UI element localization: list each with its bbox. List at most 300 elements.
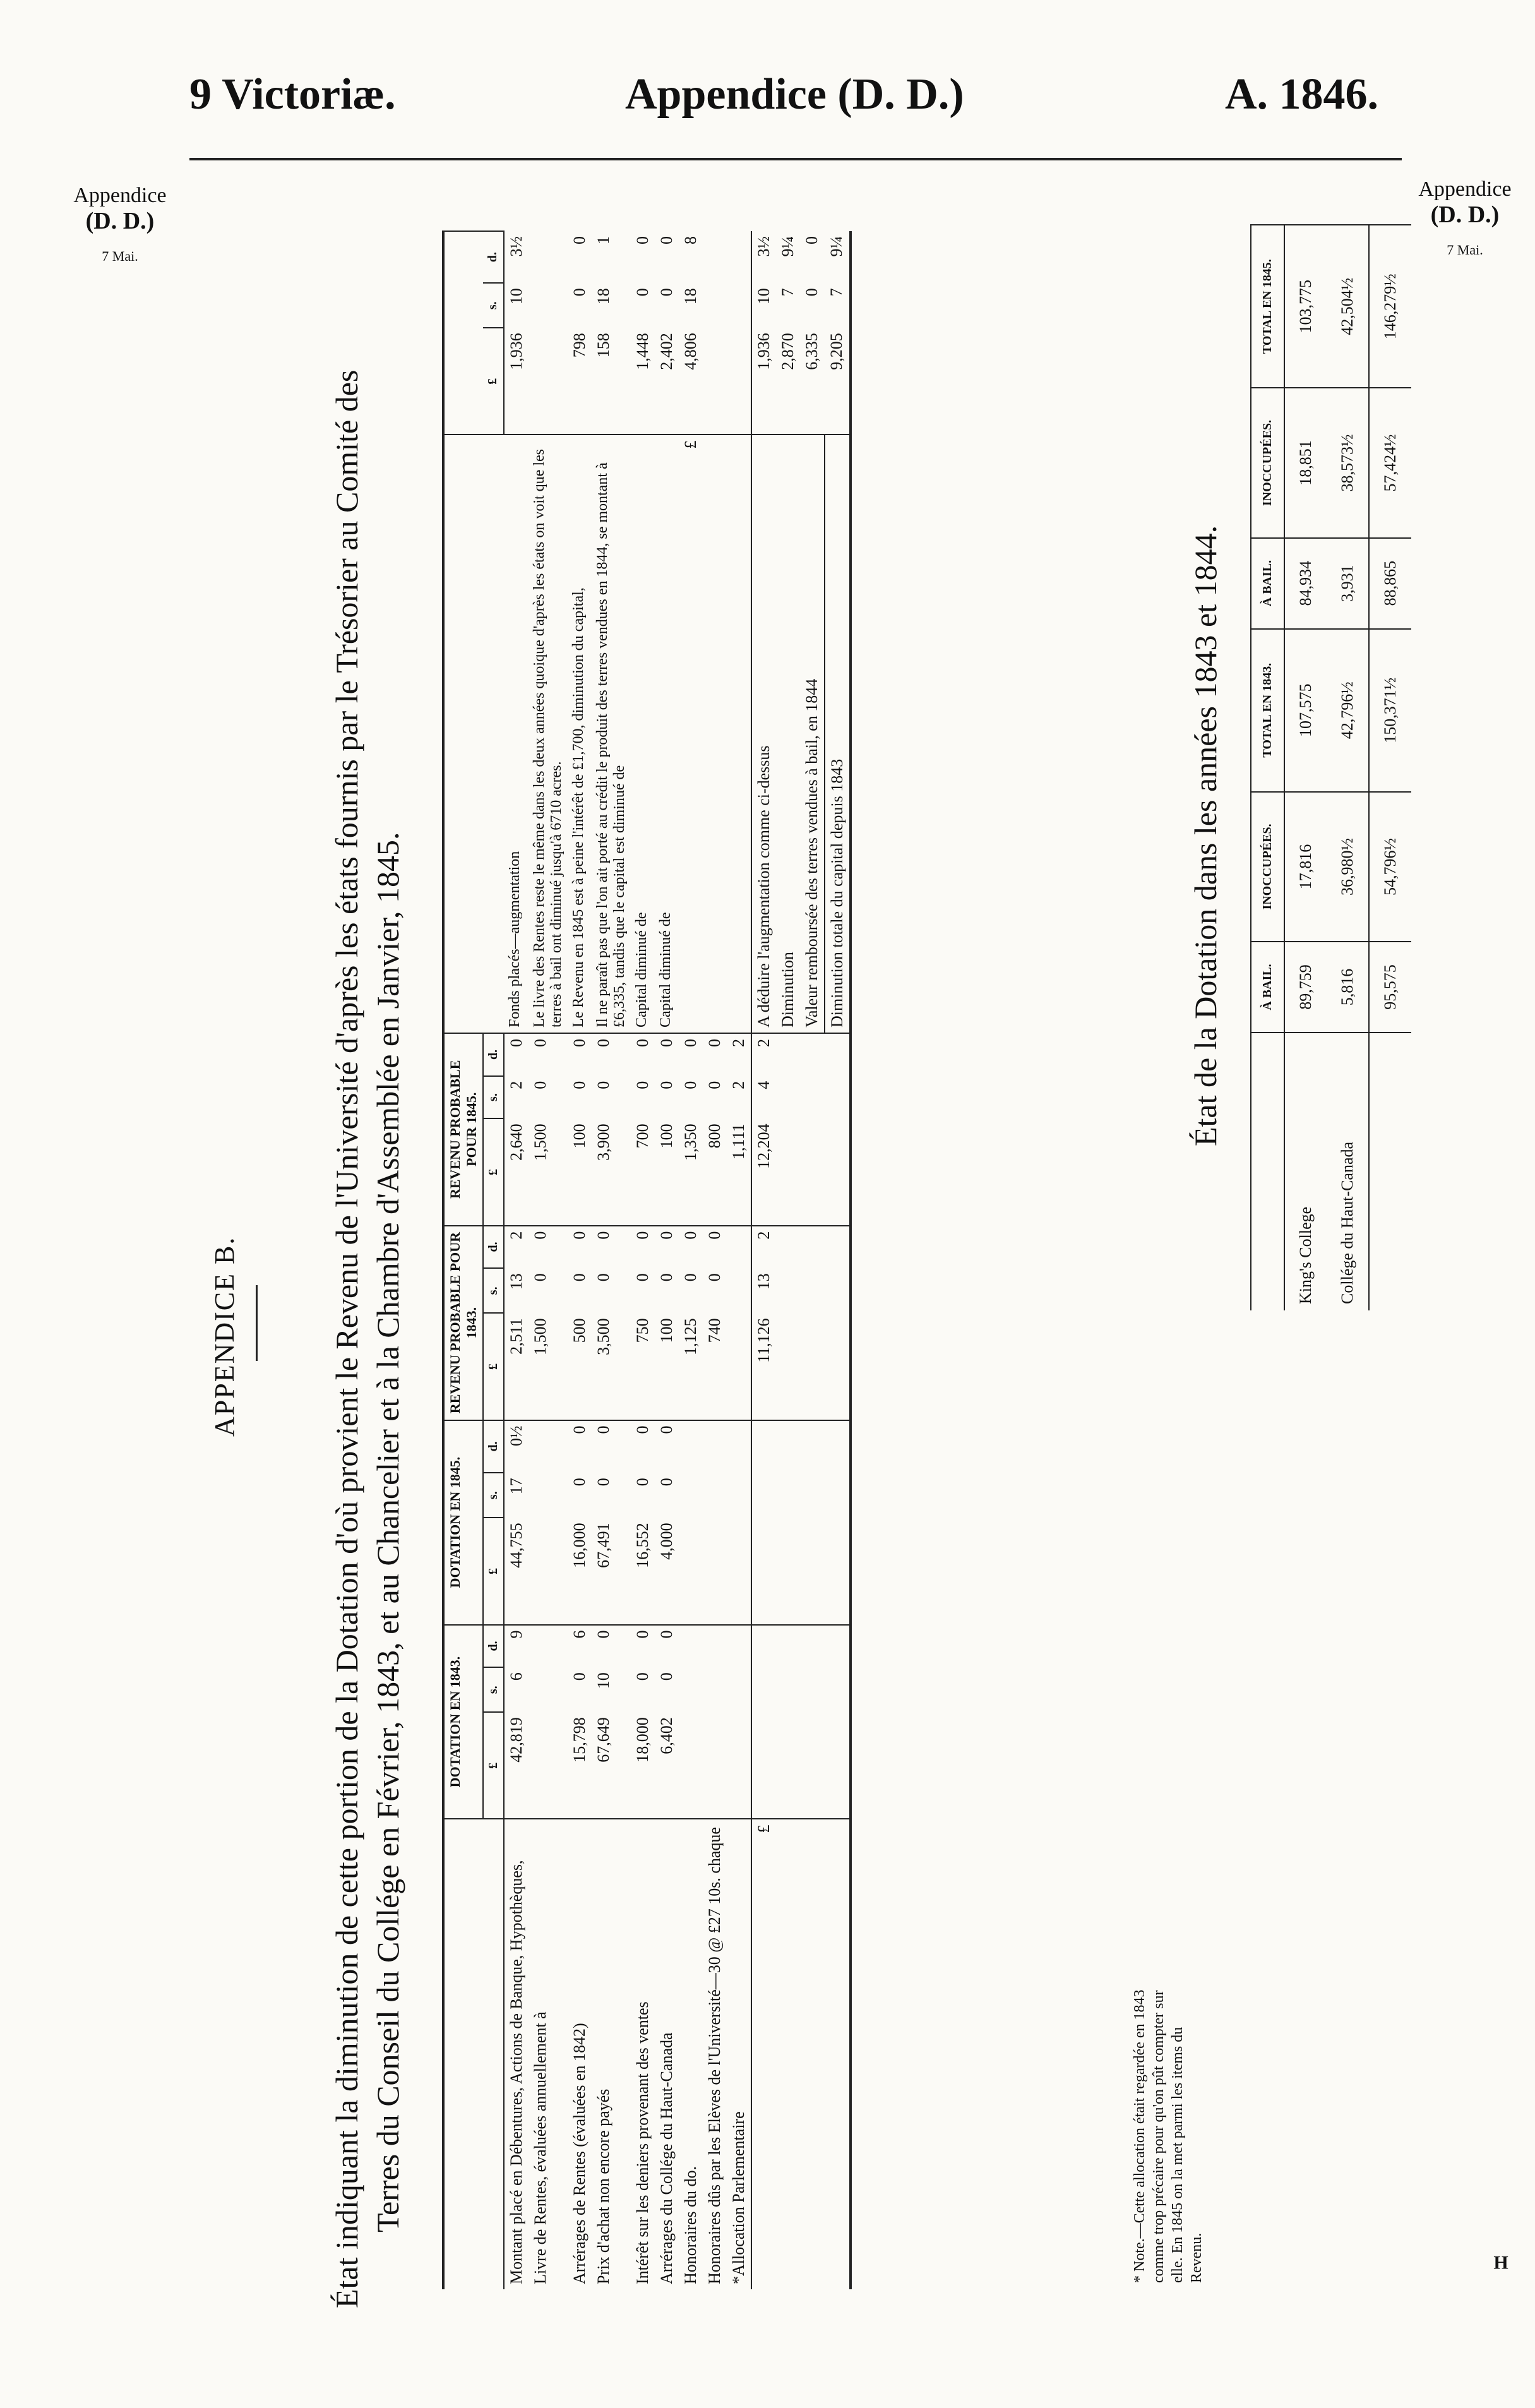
amount-cell bbox=[529, 1518, 568, 1624]
amount-cell: 7 bbox=[827, 288, 845, 297]
amount-cell bbox=[727, 1420, 751, 1473]
dotation-total-cell: 146,279½ bbox=[1369, 225, 1411, 388]
amount-cell bbox=[727, 1226, 751, 1269]
header-session: 9 Victoriæ. bbox=[189, 70, 396, 119]
header-year: A. 1846. bbox=[1225, 70, 1379, 119]
amount-cell bbox=[727, 283, 751, 328]
unit-pound: £ bbox=[483, 1712, 504, 1819]
amount-cell bbox=[776, 1076, 800, 1119]
table-row bbox=[727, 231, 751, 2289]
amount-cell: 10 bbox=[594, 1672, 612, 1689]
amount-cell bbox=[800, 1667, 825, 1712]
amount-cell: 0 bbox=[570, 1672, 588, 1681]
amount-cell: 0 bbox=[594, 1630, 612, 1639]
amount-cell: 18 bbox=[681, 288, 700, 305]
amount-cell: 2 bbox=[751, 1033, 776, 1076]
amount-cell: 0 bbox=[657, 1425, 676, 1434]
unit-pound: £ bbox=[483, 328, 504, 434]
amount-cell bbox=[529, 1667, 568, 1712]
unit-pence: d. bbox=[483, 1033, 504, 1076]
amount-cell: 1,350 bbox=[679, 1118, 703, 1225]
dotation-cell: 36,980½ bbox=[1327, 792, 1369, 942]
footnote-allocation: * Note.—Cette allocation était regardée en 1843 comme trop précaire pour qu'on pût compter sur elle. En 1845 on la met parmi les items du Revenu. bbox=[1132, 1989, 1205, 2283]
tail-empty bbox=[825, 1819, 851, 2289]
amount-cell bbox=[679, 1667, 703, 1712]
amount-cell: 0 bbox=[570, 1081, 588, 1089]
dotation-row bbox=[1284, 225, 1327, 1310]
amount-cell: 700 bbox=[631, 1118, 655, 1225]
amount-cell: 0 bbox=[570, 1039, 588, 1048]
amount-cell: 0½ bbox=[507, 1425, 525, 1447]
header-title: Appendice (D. D.) bbox=[625, 70, 964, 119]
dotation-table bbox=[1250, 224, 1411, 1310]
amount-cell bbox=[776, 1313, 800, 1420]
amount-cell: 0 bbox=[657, 1273, 676, 1282]
amount-cell: 0 bbox=[633, 288, 652, 297]
amount-cell: 0 bbox=[705, 1231, 724, 1240]
tail-row-remboursee bbox=[800, 231, 825, 2289]
revenue-table-body bbox=[504, 231, 851, 2289]
amount-cell bbox=[529, 1712, 568, 1819]
amount-cell: 6,335 bbox=[800, 328, 825, 434]
amount-cell: 0 bbox=[657, 1081, 676, 1089]
amount-cell: 1,111 bbox=[727, 1118, 751, 1225]
amount-cell bbox=[825, 1033, 851, 1076]
amount-cell: 0 bbox=[657, 1630, 676, 1639]
amount-cell: 0 bbox=[681, 1039, 700, 1048]
amount-cell bbox=[727, 1268, 751, 1313]
table1-title-line1: État indiquant la diminution de cette portion de la Dotation d'où provient le Revenu de l'Université d'après les états fournis par le Trésorier au Comité des bbox=[329, 369, 364, 2308]
unit-pence: d. bbox=[483, 1420, 504, 1473]
row-label: Livre de Rentes, évaluées annuellement à bbox=[531, 2011, 549, 2284]
amount-cell: 0 bbox=[570, 236, 588, 244]
amount-cell bbox=[776, 1625, 800, 1668]
amount-cell: 8 bbox=[681, 236, 700, 244]
amount-cell: 0 bbox=[570, 1425, 588, 1434]
dotation-col-header: INOCCUPÉES. bbox=[1251, 388, 1284, 537]
amount-cell bbox=[703, 1473, 727, 1518]
amount-cell bbox=[825, 1226, 851, 1269]
unit-pound: £ bbox=[483, 1313, 504, 1420]
amount-cell bbox=[800, 1420, 825, 1473]
table-row bbox=[592, 231, 631, 2289]
amount-cell bbox=[825, 1473, 851, 1518]
amount-cell: 0 bbox=[803, 288, 821, 297]
dotation-row bbox=[1327, 225, 1369, 1310]
amount-cell: 100 bbox=[655, 1313, 679, 1420]
explanation-text: Capital diminué de bbox=[655, 434, 679, 1033]
amount-cell: 18 bbox=[594, 288, 612, 305]
amount-cell bbox=[751, 1420, 776, 1473]
amount-cell bbox=[776, 1033, 800, 1076]
amount-cell: 0 bbox=[657, 1478, 676, 1487]
amount-cell: 0 bbox=[633, 1672, 652, 1681]
amount-cell bbox=[800, 1033, 825, 1076]
totals-currency: £ bbox=[751, 1819, 776, 2289]
amount-cell: 67,649 bbox=[592, 1712, 631, 1819]
dotation-cell: 42,504½ bbox=[1327, 225, 1369, 388]
amount-cell: 1,500 bbox=[529, 1313, 568, 1420]
dotation-col-header: À BAIL. bbox=[1251, 538, 1284, 629]
amount-cell: 7 bbox=[779, 288, 797, 297]
amount-cell: 0 bbox=[633, 1425, 652, 1434]
table1-title-line2: Terres du Conseil du Collége en Février, 1843, et au Chancelier et à la Chambre d'Assemblée en Janvier, 1845. bbox=[370, 832, 405, 2232]
amount-cell bbox=[776, 1118, 800, 1225]
amount-cell bbox=[800, 1226, 825, 1269]
unit-pound: £ bbox=[483, 1518, 504, 1624]
dotation-cell: 103,775 bbox=[1284, 225, 1327, 388]
amount-cell: 0 bbox=[570, 1478, 588, 1487]
amount-cell bbox=[679, 1473, 703, 1518]
margin-label-left-line1: Appendice bbox=[73, 184, 167, 207]
unit-shilling: s. bbox=[483, 1076, 504, 1119]
amount-cell bbox=[825, 1118, 851, 1225]
amount-cell: 0 bbox=[507, 1039, 525, 1048]
tail-text: Diminution totale du capital depuis 1843 bbox=[825, 434, 851, 1033]
amount-cell bbox=[825, 1076, 851, 1119]
amount-cell: 0 bbox=[633, 1630, 652, 1639]
row-label: Intérêt sur les deniers provenant des ventes bbox=[633, 2001, 652, 2284]
amount-cell bbox=[776, 1420, 800, 1473]
amount-cell: 13 bbox=[507, 1273, 525, 1290]
margin-label-left-line2: (D. D.) bbox=[85, 208, 155, 234]
amount-cell: 0 bbox=[657, 1231, 676, 1240]
subtotal-currency: £ bbox=[679, 434, 703, 1033]
row-label: Arrérages de Rentes (évaluées en 1842) bbox=[570, 2023, 588, 2284]
amount-cell: 0 bbox=[633, 1039, 652, 1048]
amount-cell: 100 bbox=[568, 1118, 592, 1225]
dotation-totals-row bbox=[1369, 225, 1411, 1310]
dotation-cell: 17,816 bbox=[1284, 792, 1327, 942]
explanation-text: Il ne paraît pas que l'on ait porté au crédit le produit des terres vendues en 1844, se montant à £6,335, tandis que le capital est diminué de bbox=[592, 434, 631, 1033]
amount-cell bbox=[776, 1473, 800, 1518]
amount-cell: 158 bbox=[592, 328, 631, 434]
amount-cell: 2,402 bbox=[655, 328, 679, 434]
dotation-cell: 107,575 bbox=[1284, 629, 1327, 792]
dotation-table-header bbox=[1251, 225, 1284, 1310]
amount-cell: 6,402 bbox=[655, 1712, 679, 1819]
tail-text: Diminution bbox=[776, 434, 800, 1033]
amount-cell bbox=[727, 1473, 751, 1518]
amount-cell bbox=[751, 1625, 776, 1668]
amount-cell: 15,798 bbox=[568, 1712, 592, 1819]
amount-cell bbox=[751, 1518, 776, 1624]
amount-cell: 0 bbox=[531, 1081, 549, 1089]
amount-cell: 3½ bbox=[751, 231, 776, 283]
amount-cell: 750 bbox=[631, 1313, 655, 1420]
row-label: Honoraires dûs par les Elèves de l'Université—30 @ £27 10s. chaque bbox=[705, 1827, 724, 2284]
amount-cell bbox=[727, 1518, 751, 1624]
amount-cell: 67,491 bbox=[592, 1518, 631, 1624]
tail-empty bbox=[800, 1819, 825, 2289]
amount-cell bbox=[679, 1420, 703, 1473]
dotation-col-header: TOTAL EN 1845. bbox=[1251, 225, 1284, 388]
dotation-label-head bbox=[1251, 1033, 1284, 1310]
table-row bbox=[655, 231, 679, 2289]
col-dotation-1845: DOTATION EN 1845. bbox=[443, 1420, 483, 1625]
amount-cell: 500 bbox=[568, 1313, 592, 1420]
amount-cell bbox=[727, 1625, 751, 1668]
dotation-row-label: Collége du Haut-Canada bbox=[1327, 1033, 1369, 1310]
dotation-total-cell: 95,575 bbox=[1369, 942, 1411, 1033]
explanation-text: Le livre des Rentes reste le même dans les deux années quoique d'après les états on voit que les terres à bail ont diminué jusqu'à 6710 acres. bbox=[529, 434, 568, 1033]
amount-cell bbox=[529, 1420, 568, 1473]
amount-cell: 4,000 bbox=[655, 1518, 679, 1624]
amount-cell bbox=[800, 1268, 825, 1313]
amount-cell: 42,819 bbox=[504, 1712, 529, 1819]
unit-shilling: s. bbox=[483, 1473, 504, 1518]
amount-cell: 0 bbox=[531, 1039, 549, 1048]
dotation-col-header: TOTAL EN 1843. bbox=[1251, 629, 1284, 792]
amount-cell: 0 bbox=[681, 1081, 700, 1089]
row-label: Montant placé en Débentures, Actions de Banque, Hypothèques, bbox=[507, 1860, 525, 2284]
explanation-empty bbox=[703, 434, 727, 1033]
col-revenu-1845: REVENU PROBABLE POUR 1845. bbox=[443, 1033, 483, 1226]
amount-cell: 0 bbox=[657, 236, 676, 244]
dotation-cell: 5,816 bbox=[1327, 942, 1369, 1033]
table-row bbox=[568, 231, 592, 2289]
amount-cell bbox=[727, 1313, 751, 1420]
unit-shilling: s. bbox=[483, 283, 504, 328]
amount-cell: 740 bbox=[703, 1313, 727, 1420]
amount-cell bbox=[776, 1712, 800, 1819]
amount-cell: 0 bbox=[657, 1039, 676, 1048]
dotation-cell: 18,851 bbox=[1284, 388, 1327, 537]
amount-cell: 2 bbox=[729, 1039, 748, 1048]
amount-cell bbox=[703, 1518, 727, 1624]
dotation-col-header: INOCCUPÉES. bbox=[1251, 792, 1284, 942]
table-row bbox=[504, 231, 529, 2289]
row-label: Arrérages du Collége du Haut-Canada bbox=[657, 2032, 676, 2284]
amount-cell: 2 bbox=[751, 1226, 776, 1269]
dotation-total-cell: 57,424½ bbox=[1369, 388, 1411, 537]
amount-cell: 4 bbox=[751, 1076, 776, 1119]
dotation-cell: 89,759 bbox=[1284, 942, 1327, 1033]
amount-cell bbox=[703, 1712, 727, 1819]
amount-cell bbox=[800, 1625, 825, 1668]
amount-cell: 2,511 bbox=[504, 1313, 529, 1420]
amount-cell bbox=[727, 1712, 751, 1819]
amount-cell: 13 bbox=[751, 1268, 776, 1313]
amount-cell: 4,806 bbox=[679, 328, 703, 434]
amount-cell bbox=[751, 1712, 776, 1819]
dotation-cell: 84,934 bbox=[1284, 538, 1327, 629]
unit-pence: d. bbox=[483, 1625, 504, 1668]
amount-cell: 16,000 bbox=[568, 1518, 592, 1624]
amount-cell: 0 bbox=[681, 1231, 700, 1240]
amount-cell bbox=[800, 1518, 825, 1624]
amount-cell: 0 bbox=[531, 1273, 549, 1282]
amount-cell bbox=[800, 1076, 825, 1119]
unit-shilling: s. bbox=[483, 1268, 504, 1313]
dotation-col-header: À BAIL. bbox=[1251, 942, 1284, 1033]
amount-cell: 0 bbox=[594, 1478, 612, 1487]
amount-cell: 6 bbox=[507, 1672, 525, 1681]
amount-cell: 0 bbox=[570, 1231, 588, 1240]
amount-cell bbox=[529, 283, 568, 328]
amount-cell: 1 bbox=[594, 236, 612, 244]
amount-cell: 16,552 bbox=[631, 1518, 655, 1624]
explanation-text: Capital diminué de bbox=[631, 434, 655, 1033]
amount-cell bbox=[703, 231, 727, 283]
amount-cell: 11,126 bbox=[751, 1313, 776, 1420]
row-label: Prix d'achat non encore payés bbox=[594, 2088, 612, 2284]
amount-cell bbox=[529, 1625, 568, 1668]
amount-cell: 798 bbox=[568, 328, 592, 434]
dotation-table-body bbox=[1284, 225, 1411, 1310]
explanation-empty bbox=[727, 434, 751, 1033]
amount-cell: 0 bbox=[705, 1039, 724, 1048]
dotation-cell: 42,796½ bbox=[1327, 629, 1369, 792]
amount-cell: 17 bbox=[507, 1478, 525, 1495]
amount-cell bbox=[727, 328, 751, 434]
amount-cell: 0 bbox=[633, 236, 652, 244]
amount-cell bbox=[703, 328, 727, 434]
totals-row bbox=[751, 231, 776, 2289]
amount-cell bbox=[751, 1667, 776, 1712]
amount-cell bbox=[703, 283, 727, 328]
amount-cell: 0 bbox=[705, 1273, 724, 1282]
amount-cell: 1,500 bbox=[529, 1118, 568, 1225]
amount-cell: 18,000 bbox=[631, 1712, 655, 1819]
amount-cell: 0 bbox=[531, 1231, 549, 1240]
amount-cell bbox=[825, 1420, 851, 1473]
amount-cell: 0 bbox=[633, 1273, 652, 1282]
amount-cell: 9 bbox=[507, 1630, 525, 1639]
amount-cell bbox=[776, 1268, 800, 1313]
amount-cell: 0 bbox=[570, 288, 588, 297]
table-row bbox=[703, 231, 727, 2289]
amount-cell: 0 bbox=[594, 1039, 612, 1048]
amount-cell: 3½ bbox=[507, 236, 525, 257]
row-label: Honoraires du do. bbox=[681, 2165, 700, 2284]
revenue-diminution-table bbox=[442, 231, 852, 2289]
amount-cell bbox=[825, 1313, 851, 1420]
table-row bbox=[679, 231, 703, 2289]
amount-cell: 0 bbox=[594, 1081, 612, 1089]
appendix-title: APPENDICE B. bbox=[209, 1236, 240, 1437]
amount-cell: 0 bbox=[681, 1273, 700, 1282]
amount-cell: 2 bbox=[507, 1231, 525, 1240]
dotation-cell: 38,573½ bbox=[1327, 388, 1369, 537]
amount-cell: 10 bbox=[507, 288, 525, 305]
tail-text: Valeur remboursée des terres vendues à bail, en 1844 bbox=[800, 434, 825, 1033]
amount-cell: 9¼ bbox=[779, 236, 797, 257]
amount-cell: 800 bbox=[703, 1118, 727, 1225]
amount-cell bbox=[679, 1625, 703, 1668]
amount-cell bbox=[825, 1268, 851, 1313]
amount-cell: 0 bbox=[657, 1672, 676, 1681]
dotation-totals-label bbox=[1369, 1033, 1411, 1310]
col-dotation-1843: DOTATION EN 1843. bbox=[443, 1625, 483, 1819]
amount-cell: 0 bbox=[633, 1478, 652, 1487]
amount-cell: 0 bbox=[570, 1273, 588, 1282]
unit-pound: £ bbox=[483, 1118, 504, 1225]
amount-cell: 0 bbox=[633, 1231, 652, 1240]
amount-cell bbox=[800, 1118, 825, 1225]
margin-label-left bbox=[57, 183, 183, 269]
amount-cell bbox=[679, 1712, 703, 1819]
amount-cell bbox=[529, 1473, 568, 1518]
amount-cell bbox=[679, 1518, 703, 1624]
amount-cell: 0 bbox=[705, 1081, 724, 1089]
table2-title: État de la Dotation dans les années 1843 et 1844. bbox=[1188, 525, 1223, 1146]
amount-cell: 9¼ bbox=[827, 236, 845, 257]
amount-cell: 2 bbox=[729, 1081, 748, 1089]
amount-cell bbox=[825, 1712, 851, 1819]
amount-cell: 10 bbox=[751, 283, 776, 328]
deduct-text: A déduire l'augmentation comme ci-dessus bbox=[751, 434, 776, 1033]
amount-cell: 0 bbox=[657, 288, 676, 297]
amount-cell: 1,936 bbox=[751, 328, 776, 434]
amount-cell: 12,204 bbox=[751, 1118, 776, 1225]
amount-cell: 0 bbox=[803, 236, 821, 244]
amount-cell: 100 bbox=[655, 1118, 679, 1225]
margin-label-right-line1: Appendice bbox=[1418, 177, 1512, 201]
amount-cell: 0 bbox=[594, 1273, 612, 1282]
signature-mark: H bbox=[1493, 2252, 1508, 2273]
amount-cell bbox=[776, 1667, 800, 1712]
amount-cell: 0 bbox=[594, 1425, 612, 1434]
dotation-cell: 3,931 bbox=[1327, 538, 1369, 629]
margin-label-right-line2: (D. D.) bbox=[1430, 201, 1500, 228]
tail-row-diminution bbox=[776, 231, 800, 2289]
amount-cell: 1,448 bbox=[631, 328, 655, 434]
amount-cell bbox=[800, 1712, 825, 1819]
amount-cell bbox=[727, 231, 751, 283]
row-label: *Allocation Parlementaire bbox=[729, 2111, 748, 2284]
explanation-text: Le Revenu en 1845 est à peine l'intérêt de £1,700, diminution du capital, bbox=[568, 434, 592, 1033]
table-row bbox=[631, 231, 655, 2289]
amount-cell: 44,755 bbox=[504, 1518, 529, 1624]
dotation-row-label: King's College bbox=[1284, 1033, 1327, 1310]
amount-cell bbox=[825, 1625, 851, 1668]
amount-cell: 1,125 bbox=[679, 1313, 703, 1420]
title-rule bbox=[256, 1285, 258, 1361]
explanation-text: Fonds placés—augmentation bbox=[504, 434, 529, 1033]
amount-cell: 0 bbox=[633, 1081, 652, 1089]
amount-cell bbox=[825, 1667, 851, 1712]
dotation-total-cell: 54,796½ bbox=[1369, 792, 1411, 942]
amount-cell bbox=[800, 1473, 825, 1518]
amount-cell: 2 bbox=[507, 1081, 525, 1089]
dotation-total-cell: 88,865 bbox=[1369, 538, 1411, 629]
amount-cell bbox=[776, 1518, 800, 1624]
margin-label-right-date: 7 Mai. bbox=[1447, 242, 1483, 258]
amount-cell: 2,640 bbox=[504, 1118, 529, 1225]
amount-cell bbox=[529, 328, 568, 434]
table-row bbox=[529, 231, 568, 2289]
amount-cell bbox=[703, 1420, 727, 1473]
amount-cell bbox=[751, 1473, 776, 1518]
amount-cell: 3,900 bbox=[592, 1118, 631, 1225]
amount-cell: 0 bbox=[594, 1231, 612, 1240]
tail-row-total_dim bbox=[825, 231, 851, 2289]
amount-cell bbox=[800, 1313, 825, 1420]
rotated-page-body bbox=[209, 186, 1515, 2346]
amount-cell bbox=[776, 1226, 800, 1269]
amount-cell bbox=[703, 1667, 727, 1712]
amount-cell: 2,870 bbox=[776, 328, 800, 434]
amount-cell: 6 bbox=[570, 1630, 588, 1639]
amount-cell: 3,500 bbox=[592, 1313, 631, 1420]
tail-empty bbox=[776, 1819, 800, 2289]
amount-cell bbox=[703, 1625, 727, 1668]
unit-pence: d. bbox=[483, 1226, 504, 1269]
amount-cell bbox=[727, 1667, 751, 1712]
amount-cell: 9,205 bbox=[825, 328, 851, 434]
margin-label-left-date: 7 Mai. bbox=[102, 248, 138, 264]
